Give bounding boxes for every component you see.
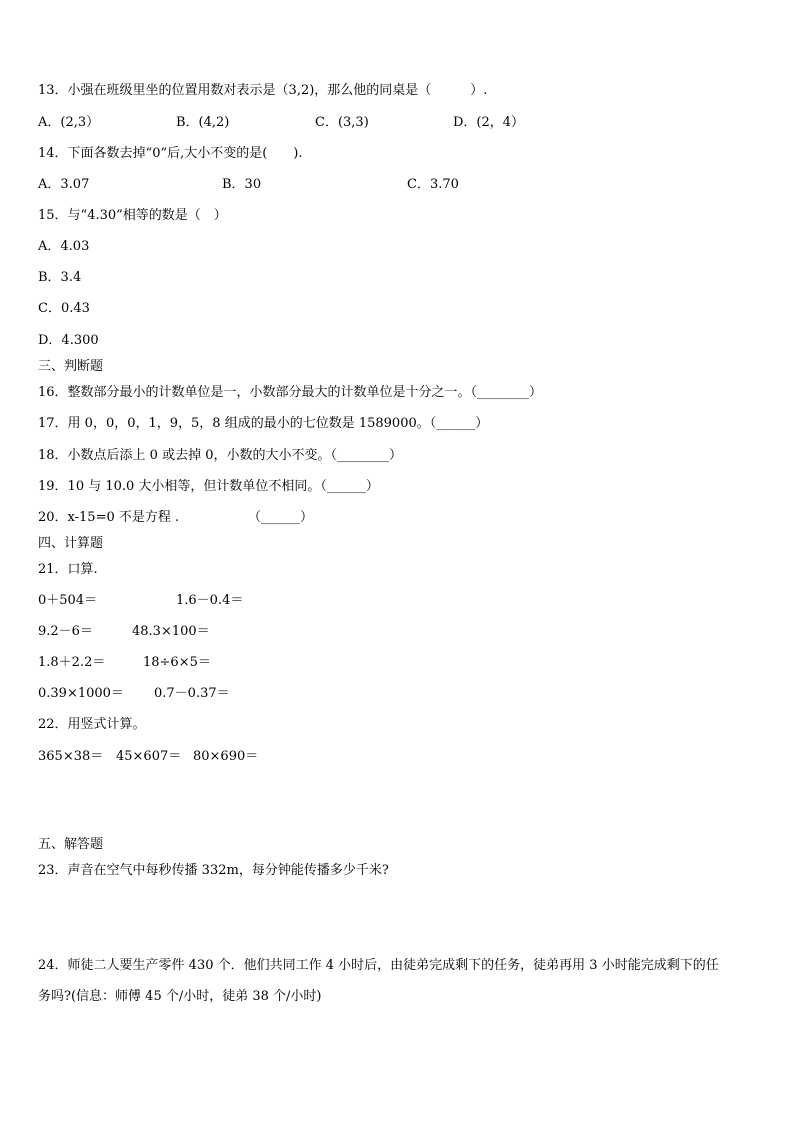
q14-option-a: A．3.07	[38, 177, 90, 192]
question-21-stem: 21．口算.	[38, 562, 98, 577]
q15-option-d: D．4.300	[38, 333, 99, 348]
q15-option-c: C．0.43	[38, 301, 90, 316]
q21-item: 0.7－0.37＝	[154, 686, 230, 701]
q13-option-c: C．(3,3)	[315, 115, 369, 130]
question-19: 19．10 与 10.0 大小相等，但计数单位不相同。（______）	[38, 479, 379, 494]
question-24-line-2: 务吗?(信息：师傅 45 个/小时，徒弟 38 个/小时)	[38, 989, 322, 1004]
q21-item: 48.3×100＝	[132, 624, 210, 639]
question-20-stem: 20．x-15=0 不是方程 .	[38, 510, 180, 525]
question-20-blank: （______）	[248, 510, 314, 525]
q13-option-b: B．(4,2)	[176, 115, 230, 130]
q21-item: 0.39×1000＝	[38, 686, 124, 701]
section-5-heading: 五、解答题	[38, 837, 104, 852]
q14-option-c: C．3.70	[407, 177, 459, 192]
q15-option-a: A．4.03	[38, 239, 90, 254]
q14-option-b: B．30	[222, 177, 262, 192]
question-17: 17．用 0，0，0，1，9，5，8 组成的最小的七位数是 1589000。（______）	[38, 416, 489, 431]
question-22-stem: 22．用竖式计算。	[38, 717, 146, 732]
q22-item: 45×607＝	[116, 749, 182, 764]
q13-option-a: A．(2,3）	[38, 115, 100, 130]
q21-item: 1.6－0.4＝	[176, 593, 244, 608]
question-13-stem: 13．小强在班级里坐的位置用数对表示是（3,2)，那么他的同桌是（ ）.	[38, 83, 488, 98]
question-16: 16．整数部分最小的计数单位是一，小数部分最大的计数单位是十分之一。（________）	[38, 385, 543, 400]
q21-item: 1.8＋2.2＝	[38, 655, 106, 670]
q15-option-b: B．3.4	[38, 270, 82, 285]
q21-item: 18÷6×5＝	[143, 655, 211, 670]
section-3-heading: 三、判断题	[38, 359, 104, 374]
q13-option-d: D．(2，4）	[453, 115, 525, 130]
section-4-heading: 四、计算题	[38, 536, 104, 551]
q21-item: 9.2－6＝	[38, 624, 93, 639]
question-15-stem: 15．与“4.30”相等的数是（ ）	[38, 208, 227, 223]
question-23: 23．声音在空气中每秒传播 332m，每分钟能传播多少千米?	[38, 863, 389, 878]
q22-item: 365×38＝	[38, 749, 104, 764]
question-14-stem: 14．下面各数去掉“0”后,大小不变的是( ).	[38, 146, 303, 161]
q21-item: 0＋504＝	[38, 593, 98, 608]
question-24-line-1: 24．师徒二人要生产零件 430 个．他们共同工作 4 小时后，由徒弟完成剩下的任务，徒弟再用 3 小时能完成剩下的任	[38, 958, 719, 973]
question-18: 18．小数点后添上 0 或去掉 0，小数的大小不变。（________）	[38, 448, 402, 463]
q22-item: 80×690＝	[193, 749, 259, 764]
